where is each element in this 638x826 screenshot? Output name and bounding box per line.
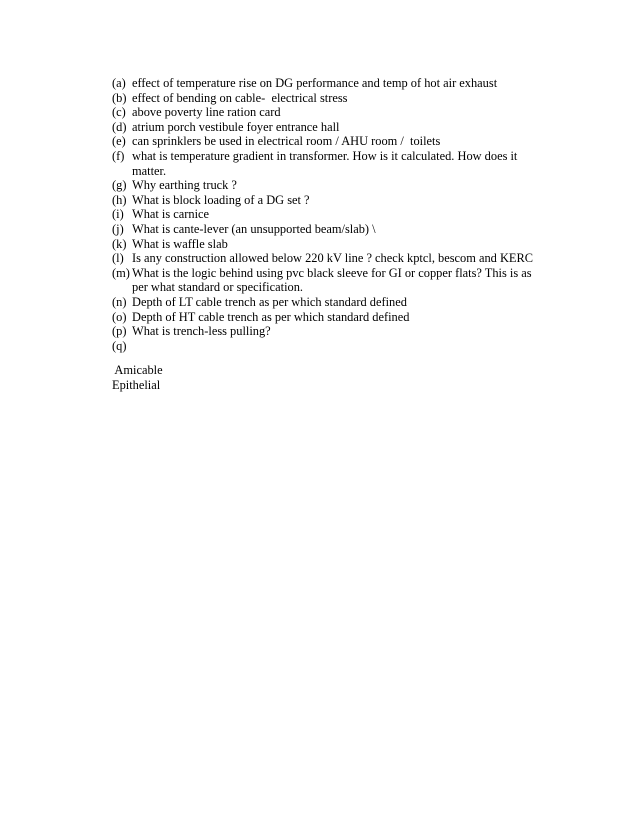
list-item [112,237,542,252]
list-item [112,76,542,91]
item-marker: (q) [112,338,127,353]
list-item [112,91,542,106]
list-item [112,120,542,135]
list-item [112,207,542,222]
item-text: above poverty line ration card [132,105,281,120]
list-item [112,266,542,295]
item-marker: (d) [112,119,127,134]
item-marker: (l) [112,251,124,266]
item-text: What is block loading of a DG set ? [132,192,310,207]
item-text: atrium porch vestibule foyer entrance hall [132,119,340,134]
item-text: what is temperature gradient in transformer. How is it calculated. How does it matter. [132,148,521,178]
list-item [112,339,542,354]
item-text: effect of temperature rise on DG performance and temp of hot air exhaust [132,76,498,90]
list-item [112,105,542,120]
item-marker: (n) [112,294,127,309]
item-text: can sprinklers be used in electrical room / AHU room / toilets [132,134,441,149]
item-text: What is carnice [132,207,210,222]
item-text: What is the logic behind using pvc black sleeve for GI or copper flats? This is as per what standard or specification. [132,265,535,295]
item-marker: (b) [112,90,127,105]
item-marker: (j) [112,221,124,236]
item-text: Depth of LT cable trench as per which standard defined [132,294,407,309]
item-text: Depth of HT cable trench as per which standard defined [132,309,410,324]
item-marker: (p) [112,324,127,339]
list-item [112,251,542,266]
item-text: effect of bending on cable- electrical stress [132,90,348,105]
list-item [112,193,542,208]
list-item [112,295,542,310]
list-item [112,149,542,178]
question-list [112,76,542,353]
item-marker: (f) [112,148,125,163]
note-line: Amicable [112,363,163,377]
item-marker: (m) [112,265,130,280]
item-marker: (a) [112,76,126,90]
item-marker: (i) [112,207,124,222]
list-item [112,178,542,193]
item-marker: (e) [112,134,126,149]
notes-block [112,363,163,392]
item-marker: (o) [112,309,127,324]
item-text: What is cante-lever (an unsupported beam/slab) \ [132,221,376,236]
item-marker: (k) [112,236,127,251]
list-item [112,324,542,339]
list-item [112,310,542,325]
item-marker: (c) [112,105,126,120]
item-marker: (h) [112,192,127,207]
note-line: Epithelial [112,377,161,392]
item-text: Is any construction allowed below 220 kV line ? check kptcl, bescom and KERC [132,251,533,266]
item-text [132,339,542,354]
item-text: Why earthing truck ? [132,178,237,193]
list-item [112,134,542,149]
item-text: What is trench-less pulling? [132,324,271,339]
item-text: What is waffle slab [132,236,228,251]
item-marker: (g) [112,178,127,193]
list-item [112,222,542,237]
